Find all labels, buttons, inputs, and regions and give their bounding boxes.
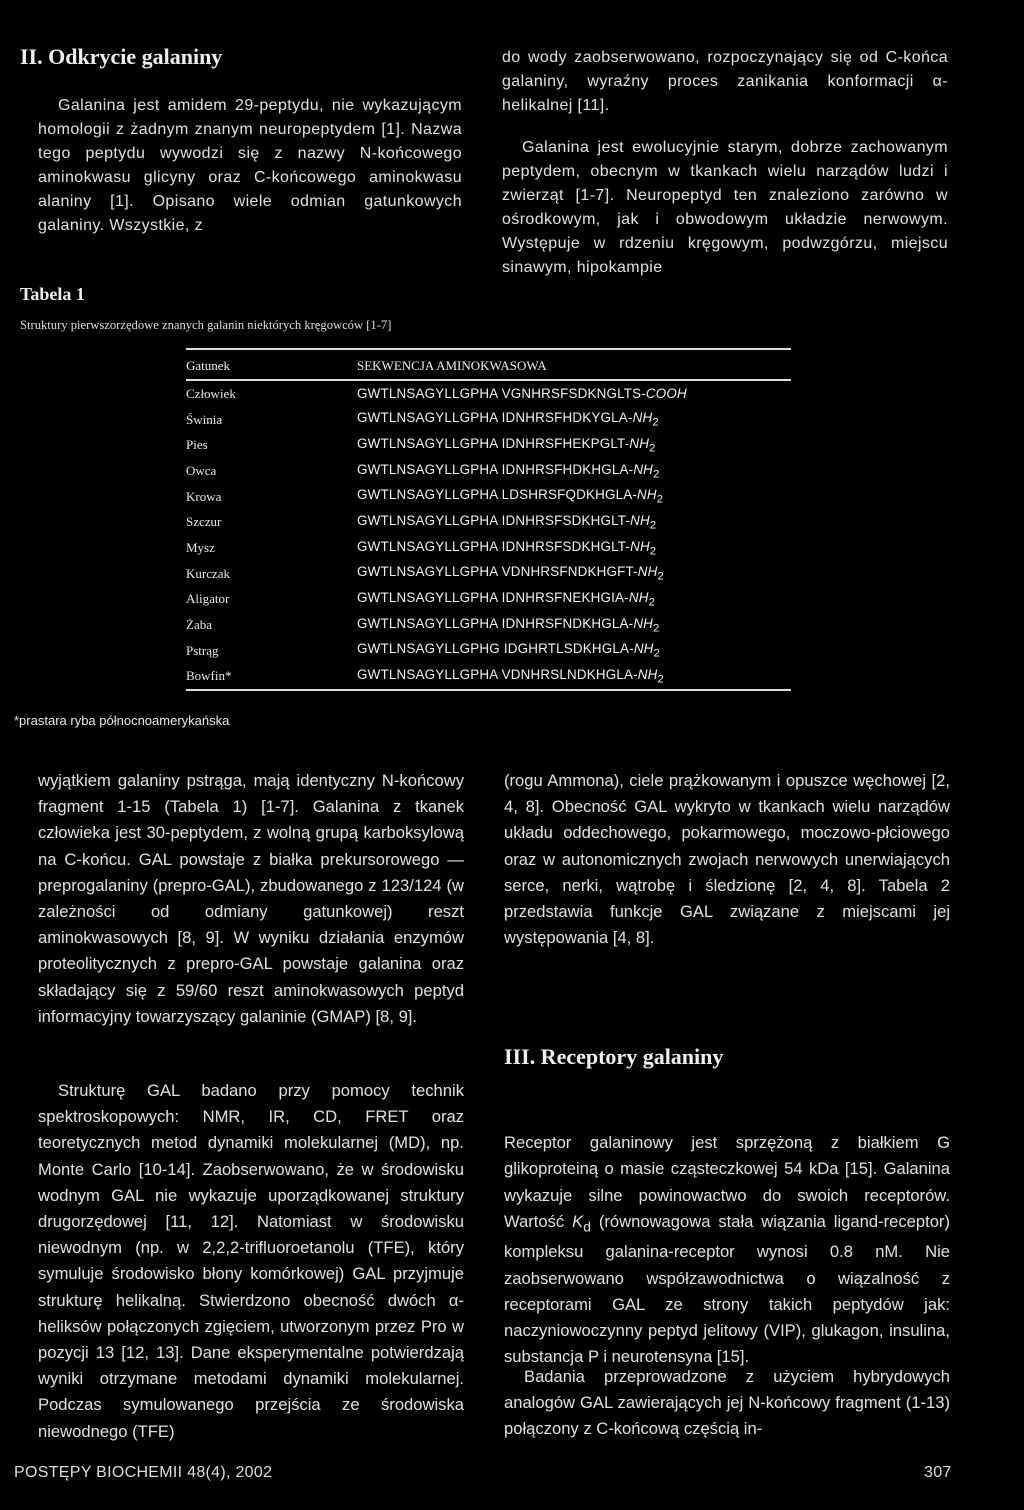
sequence-prefix: GWTLNSAGYLLGPHA xyxy=(357,590,498,605)
sequence-cell xyxy=(357,458,791,484)
terminal-group: $NH_2$ xyxy=(630,538,657,558)
sequence-prefix: GWTLNSAGYLLGPHA xyxy=(357,461,498,477)
table-row xyxy=(186,561,791,587)
sequence-cell xyxy=(357,380,791,407)
table-row xyxy=(186,380,791,407)
sequence-prefix: GWTLNSAGYLLGPHA xyxy=(357,512,498,528)
sequence-prefix: GWTLNSAGYLLGPHA xyxy=(357,564,498,580)
section-title: II. Odkrycie galaniny xyxy=(20,44,223,69)
sequence-suffix: VDNHRSFNDKHGFT- xyxy=(501,564,638,580)
sequence-cell xyxy=(357,638,791,664)
table-caption: Struktury pierwszorzędowe znanych galanin niektórych kręgowców [1-7] xyxy=(20,318,392,332)
sequence-suffix: IDNHRSFHDKYGLA- xyxy=(501,410,633,426)
species-cell: Mysz xyxy=(186,539,215,555)
sequence-prefix: GWTLNSAGYLLGPHA xyxy=(357,667,498,683)
terminal-group: $NH_2$ xyxy=(637,564,664,583)
terminal-group: $NH_2$ xyxy=(628,590,655,609)
kd-subscript: d xyxy=(583,1218,591,1235)
species-cell: Pstrąg xyxy=(186,642,219,658)
terminal-group: $NH_2$ xyxy=(632,410,659,429)
terminal-group: $NH_2$ xyxy=(633,461,660,481)
journal-footer: POSTĘPY BIOCHEMII 48(4), 2002 xyxy=(14,1464,273,1481)
species-cell: Aligator xyxy=(186,591,230,607)
sequence-cell xyxy=(357,509,791,535)
sequence-suffix: LDSHRSFQDKHGLA- xyxy=(501,487,638,503)
table-footnote: *prastara ryba północnoamerykańska xyxy=(14,713,230,728)
species-cell: Bowfin* xyxy=(186,664,357,691)
sequence-prefix: GWTLNSAGYLLGPHA xyxy=(357,386,498,402)
sequence-cell xyxy=(357,535,791,561)
sequence-prefix: GWTLNSAGYLLGPHA xyxy=(357,410,498,426)
terminal-group: $NH_2$ xyxy=(633,641,660,661)
paragraph: Galanina jest ewolucyjnie starym, dobrze zachowanym peptydem, obecnym w tkankach wielu narządów ludzi i zwierząt [1-7]. Neuropeptyd ten znaleziono zarówno w ośrodkowym, jak i obwodowym układzie nerwowym. Występuje w rdzeniu kręgowym, podwzgórzu, miejscu sinawym, hipokampie xyxy=(502,139,948,276)
table-label: Tabela 1 xyxy=(20,284,85,304)
table-row xyxy=(186,664,791,691)
sequence-cell xyxy=(357,407,791,433)
table-row xyxy=(186,484,791,510)
kd-symbol: K xyxy=(572,1211,584,1231)
sequence-cell xyxy=(357,664,791,691)
sequence-prefix: GWTLNSAGYLLGPHG xyxy=(357,641,500,657)
column-header: SEKWENCJA AMINOKWASOWA xyxy=(357,349,791,380)
table-row xyxy=(186,432,791,458)
sequence-cell xyxy=(357,561,791,587)
paragraph: Galanina jest amidem 29-peptydu, nie wykazującym homologii z żadnym znanym neuropeptydem [1]. Nazwa tego peptydu wywodzi się z nazwy N-końcowego aminokwasu glicyny oraz C-końcowego aminokwasu alaniny [1]. Opisano wiele odmian gatunkowych galaniny. Wszystkie, z xyxy=(38,97,462,234)
sequence-table xyxy=(186,348,791,691)
sequence-suffix: IDNHRSFNEKHGIA- xyxy=(501,590,629,605)
terminal-group: $NH_2$ xyxy=(630,512,657,532)
table-row xyxy=(186,407,791,433)
sequence-suffix: VGNHRSFSDKNGLTS- xyxy=(501,386,646,402)
sequence-suffix: VDNHRSLNDKHGLA- xyxy=(501,667,638,683)
species-cell: Świnia xyxy=(186,411,223,427)
table-row xyxy=(186,535,791,561)
sequence-cell xyxy=(357,587,791,613)
sequence-prefix: GWTLNSAGYLLGPHA xyxy=(357,538,498,554)
section-title: III. Receptory galaniny xyxy=(504,1044,724,1069)
terminal-group: $NH_2$ xyxy=(629,435,656,455)
table-row xyxy=(186,458,791,484)
sequence-cell xyxy=(357,432,791,458)
paragraph: do wody zaobserwowano, rozpoczynający się od C-końca galaniny, wyraźny proces zanikania konformacji α-helikalnej [11]. xyxy=(502,49,948,114)
species-cell: Kurczak xyxy=(186,565,231,581)
paragraph xyxy=(504,1104,950,1370)
paragraph: Strukturę GAL badano przy pomocy technik spektroskopowych: NMR, IR, CD, FRET oraz teoretycznych metod dynamiki molekularnej (MD), np. Monte Carlo [10-14]. Zaobserwowano, że w środowisku wodnym GAL nie wykazuje uporządkowanej struktury drugorzędowej [11, 12]. Natomiast w środowisku niewodnym (np. w 2,2,2-trifluoroetanolu (TFE), który symuluje środowisko błony komórkowej) GAL przyjmuje strukturę helikalną. Stwierdzono obecność dwóch α-heliksów połączonych zgięciem, utworzonym przez Pro w pozycji 13 [12, 13]. Dane eksperymentalne potwierdzają wyniki otrzymane metodami dynamiki molekularnej. Podczas symulowanego przejścia ze środowiska niewodnego (TFE) xyxy=(38,1081,464,1441)
page-number: 307 xyxy=(924,1464,952,1481)
terminal-group: COOH xyxy=(645,386,687,402)
paragraph: (rogu Ammona), ciele prążkowanym i opuszce węchowej [2, 4, 8]. Obecność GAL wykryto w tkankach wielu narządów układu oddechowego, pokarmowego, moczowo-płciowego oraz w autonomicznych zwojach nerwowych unerwiających serce, nerki, wątrobę i śledzionę [2, 4, 8]. Tabela 2 przedstawia funkcje GAL związane z miejscami jej występowania [4, 8]. xyxy=(504,771,950,948)
sequence-prefix: GWTLNSAGYLLGPHA xyxy=(357,615,498,631)
species-cell: Żaba xyxy=(186,617,212,633)
sequence-prefix: GWTLNSAGYLLGPHA xyxy=(357,435,498,451)
terminal-group: $NH_2$ xyxy=(637,487,664,506)
species-cell: Człowiek xyxy=(186,385,236,401)
table-row xyxy=(186,638,791,664)
sequence-suffix: IDNHRSFHEKPGLT- xyxy=(501,435,630,451)
table-row xyxy=(186,509,791,535)
sequence-cell xyxy=(357,484,791,510)
paragraph: wyjątkiem galaniny pstrąga, mają identyczny N-końcowy fragment 1-15 (Tabela 1) [1-7]. Galanina z tkanek człowieka jest 30-peptydem, z wolną grupą karboksylową na C-końcu. GAL powstaje z białka prekursorowego — preprogalaniny (prepro-GAL), zbudowanego z 123/124 (w zależności od odmiany gatunkowej) reszt aminokwasowych [8, 9]. W wyniku działania enzymów proteolitycznych z prepro-GAL powstaje galanina oraz składający się z 59/60 reszt aminokwasowych peptyd informacyjny towarzyszący galaninie (GMAP) [8, 9]. xyxy=(38,771,464,1026)
sequence-cell xyxy=(357,612,791,638)
text-fragment: (równowagowa stała wiązania ligand-receptor) kompleksu galanina-receptor wynosi 0.8 nM. Nie zaobserwowano współzawodnictwa o wiązalność z receptorami GAL ze strony takich peptydów jak: naczyniowoczynny peptyd jelitowy (VIP), glukagon, insulina, substancja P i neurotensyna [15]. xyxy=(504,1211,950,1367)
species-cell: Szczur xyxy=(186,514,222,530)
sequence-prefix: GWTLNSAGYLLGPHA xyxy=(357,487,498,503)
sequence-suffix: IDNHRSFNDKHGLA- xyxy=(501,615,634,631)
text-fragment: Receptor galaninowy jest sprzężoną z białkiem G glikoproteiną o masie cząsteczkowej 54 kDa [15]. Galanina wykazuje silne powinowactwo do swoich receptorów. Wartość xyxy=(504,1133,950,1231)
terminal-group: $NH_2$ xyxy=(633,615,660,635)
species-cell: Krowa xyxy=(186,488,222,504)
terminal-group: $NH_2$ xyxy=(637,667,664,686)
table-row xyxy=(186,612,791,638)
sequence-suffix: IDNHRSFSDKHGLT- xyxy=(501,538,631,554)
species-cell: Pies xyxy=(186,437,208,453)
paragraph: Badania przeprowadzone z użyciem hybrydowych analogów GAL zawierających jej N-końcowy fragment (1-13) połączony z C-końcową częścią in- xyxy=(504,1367,950,1439)
sequence-suffix: IDNHRSFHDKHGLA- xyxy=(501,461,634,477)
species-cell: Owca xyxy=(186,462,217,478)
sequence-suffix: IDGHRTLSDKHGLA- xyxy=(503,641,634,657)
column-header: Gatunek xyxy=(186,349,357,380)
table-row xyxy=(186,587,791,613)
sequence-suffix: IDNHRSFSDKHGLT- xyxy=(501,512,631,528)
